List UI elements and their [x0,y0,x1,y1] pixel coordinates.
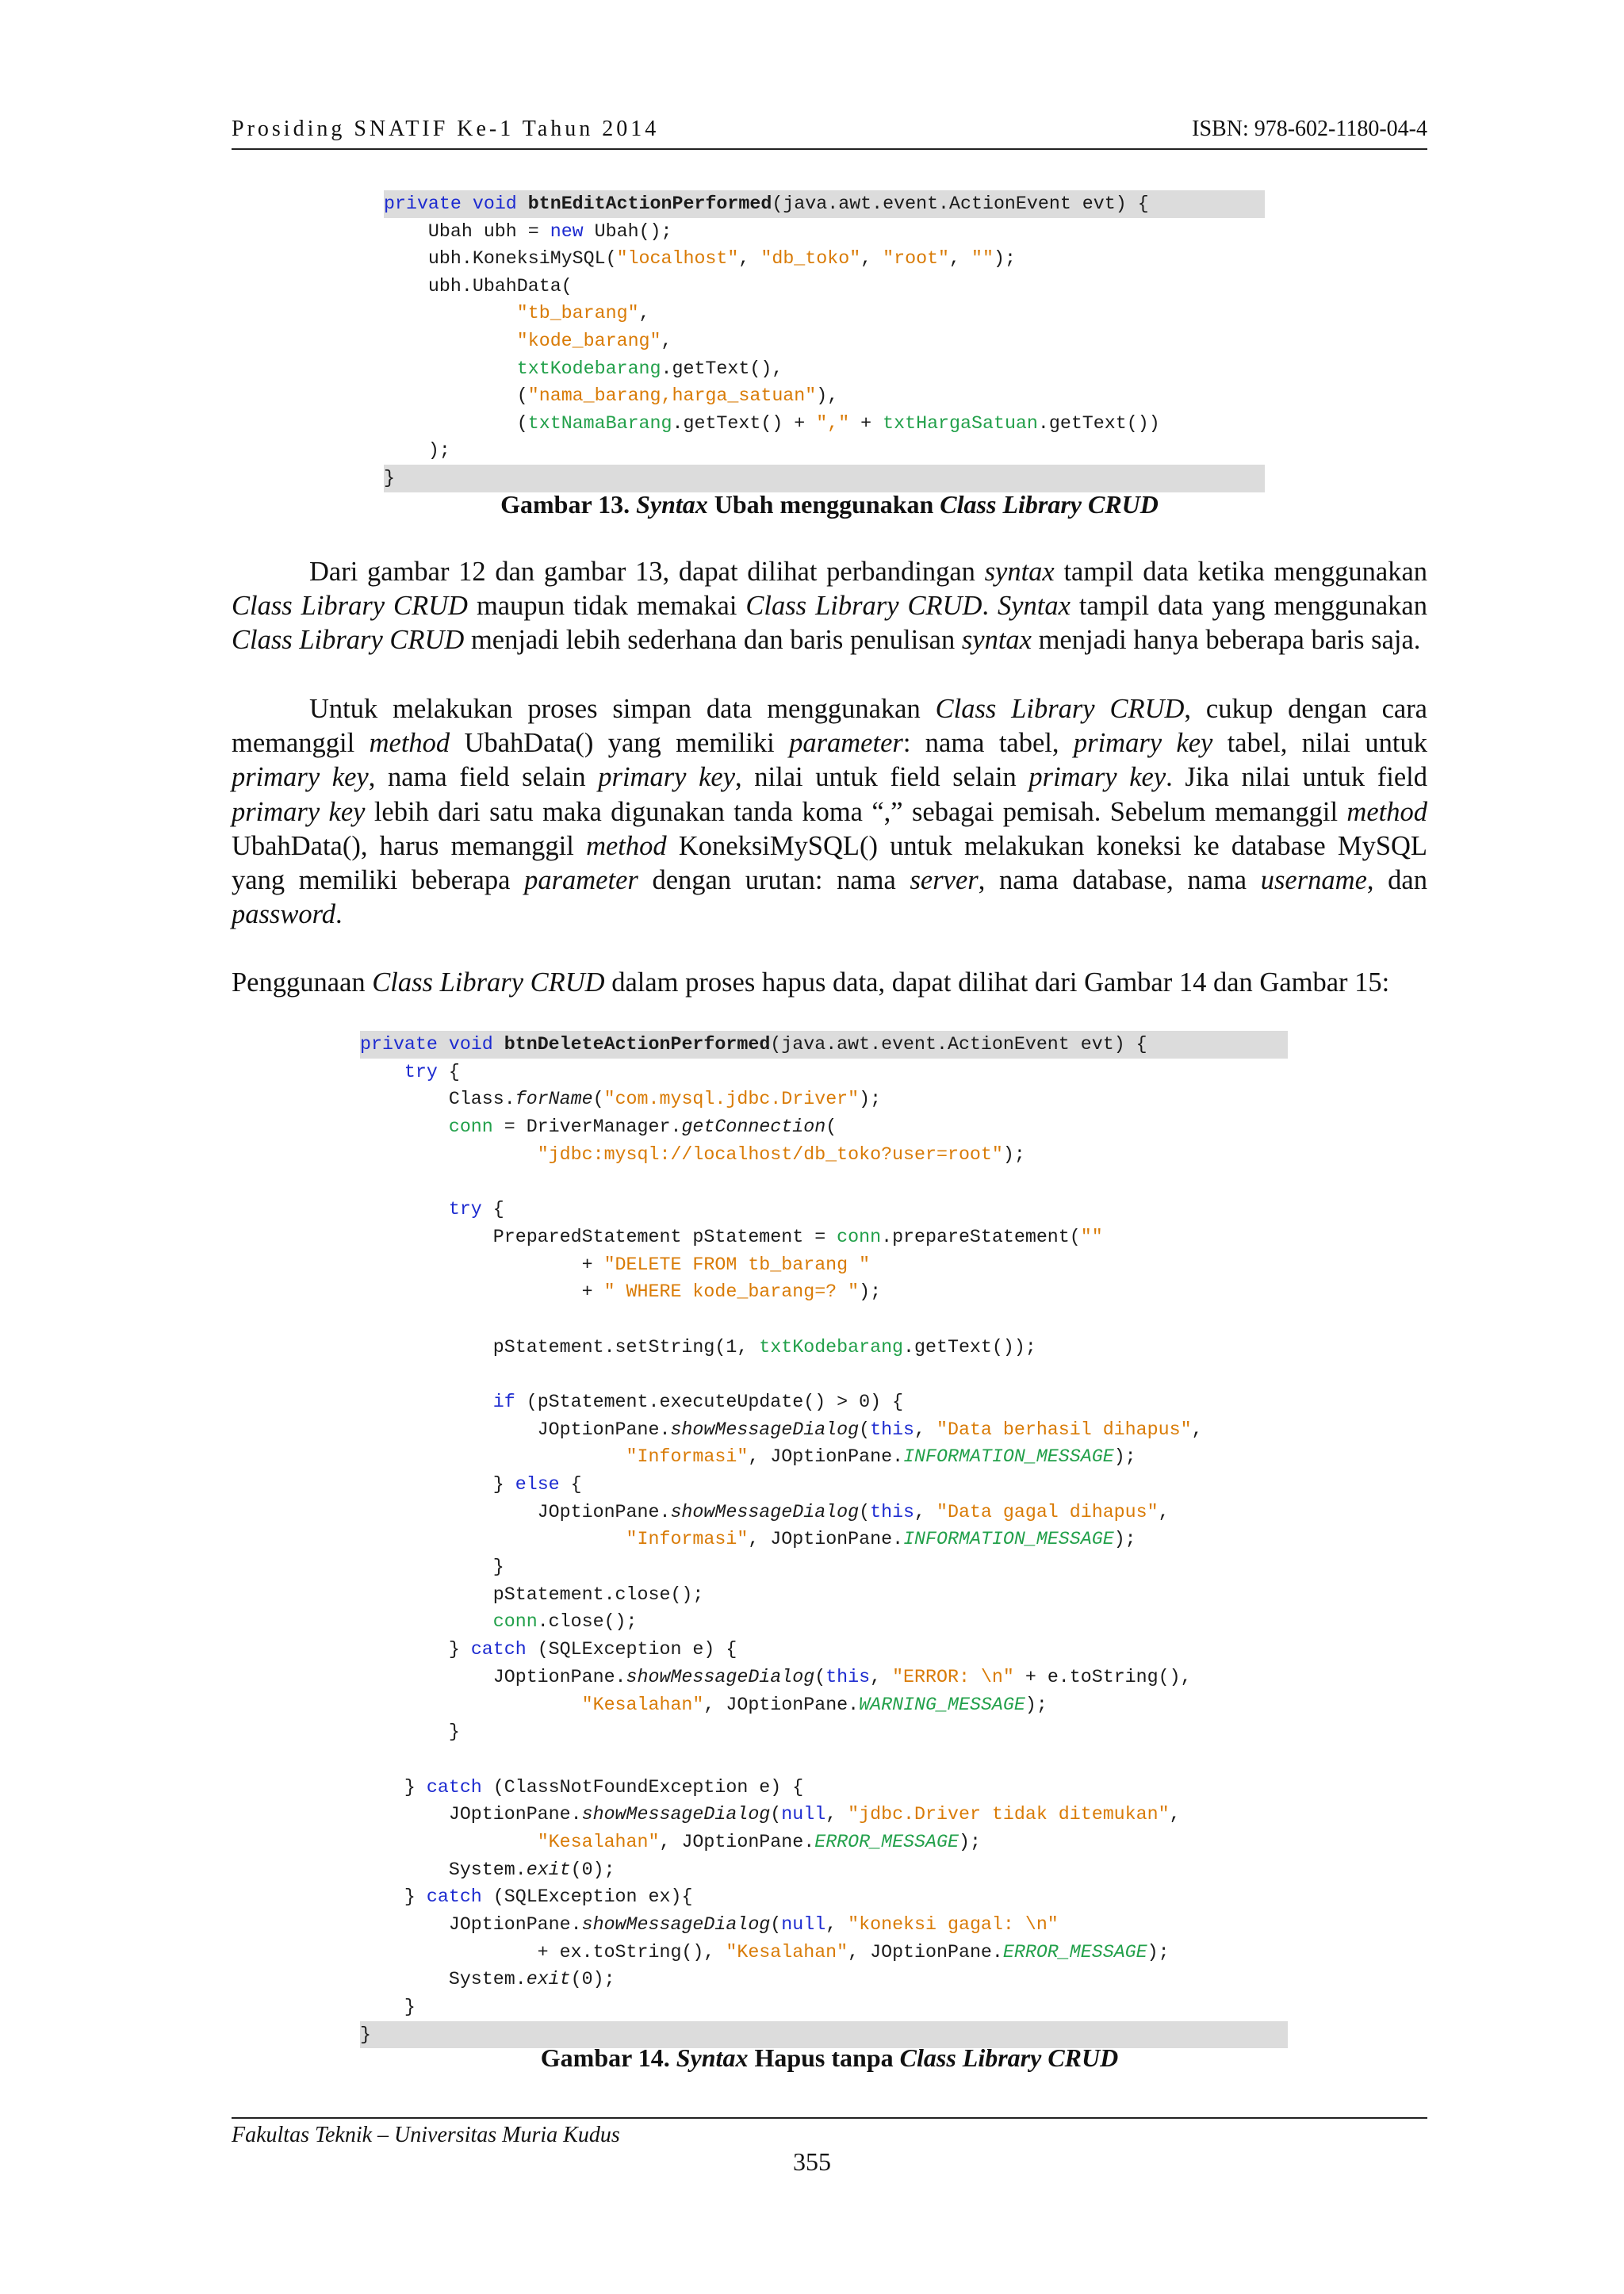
figure-13-code-line: "kode_barang", [516,330,672,351]
figure-13-label: Gambar 13. [500,490,630,519]
figure-14-code-line: try { [404,1061,460,1082]
figure-13-caption-end: Class Library CRUD [940,490,1159,519]
figure-14-code-line: } catch (SQLException e) { [360,1639,737,1660]
figure-14-code-line: + "DELETE FROM tb_barang " [360,1254,871,1275]
header-isbn: ISBN: 978-602-1180-04-4 [1192,117,1427,141]
figure-14-caption [232,2043,1427,2073]
figure-14-code-line: } catch (ClassNotFoundException e) { [360,1776,804,1798]
figure-14-code-line: } [360,1557,504,1578]
footer-institution: Fakultas Teknik – Universitas Muria Kudus [232,2123,620,2147]
figure-14-label: Gambar 14. [540,2043,670,2072]
figure-13-code-line: "tb_barang", [516,303,650,324]
figure-13-code-line: ("nama_barang,harga_satuan"), [384,385,839,407]
figure-13-code-line: private void btnEditActionPerformed(java.awt.event.ActionEvent evt) { [384,190,1265,218]
figure-14-code-line [360,1746,1288,1774]
figure-13-code-listing [384,190,1265,492]
figure-14-code-line: System.exit(0); [360,1969,615,1990]
figure-14-code-line: } [360,2021,1288,2049]
figure-13-code-line: (txtNamaBarang.getText() + "," + txtHargaSatuan.getText()) [384,412,1160,434]
figure-14-code-line [360,1361,1288,1388]
header-proceedings-title: Prosiding SNATIF Ke-1 Tahun 2014 [232,117,660,141]
paragraph-hapus-intro: Penggunaan Class Library CRUD dalam proses hapus data, dapat dilihat dari Gambar 14 dan Gambar 15: [232,967,1390,998]
figure-14-code-line: conn = DriverManager.getConnection( [448,1116,837,1138]
footer-rule [232,2117,1427,2119]
figure-14-code-line: pStatement.close(); [360,1584,704,1605]
figure-13-code-line: Ubah ubh = new Ubah(); [384,220,672,242]
paragraph-ubahdata-method: Untuk melakukan proses simpan data menggunakan Class Library CRUD, cukup dengan cara memanggil method UbahData() yang memiliki parameter: nama tabel, primary key tabel, nilai untuk primary key, nama field selain primary key, nilai untuk field selain primary key. Jika nilai untuk field primary key lebih dari satu maka digunakan tanda koma “,” sebagai pemisah. Sebelum memanggil method UbahData(), harus memanggil method KoneksiMySQL() untuk melakukan koneksi ke database MySQL yang memiliki beberapa parameter dengan urutan: nama server, nama database, nama username, dan password. [232,694,1428,930]
figure-14-code-line: + ex.toString(), "Kesalahan", JOptionPane.ERROR_MESSAGE); [360,1941,1170,1963]
figure-13-caption [232,490,1427,519]
figure-13-code-line: txtKodebarang.getText(), [516,358,783,379]
figure-14-code-line: JOptionPane.showMessageDialog(this, "Data berhasil dihapus", [360,1419,1203,1440]
figure-13-code-line: ubh.KoneksiMySQL("localhost", "db_toko", "root", ""); [384,248,1016,270]
running-header [232,117,1427,150]
figure-13-caption-mid: Ubah menggunakan [714,490,934,519]
figure-13-code-line: ); [384,440,450,461]
figure-14-code-line: "jdbc:mysql://localhost/db_toko?user=root"); [537,1143,1025,1165]
figure-14-code-line: "Kesalahan", JOptionPane.WARNING_MESSAGE); [581,1694,1048,1715]
figure-14-caption-end: Class Library CRUD [899,2043,1119,2072]
figure-14-code-line: JOptionPane.showMessageDialog(null, "jdbc.Driver tidak ditemukan", [360,1804,1181,1825]
figure-14-code-line: JOptionPane.showMessageDialog(this, "ERROR: \n" + e.toString(), [360,1666,1192,1687]
figure-14-syntax-word: Syntax [676,2043,749,2072]
figure-14-code-line: try { [448,1199,504,1220]
figure-14-code-line: JOptionPane.showMessageDialog(null, "koneksi gagal: \n" [360,1914,1059,1935]
figure-13-syntax-word: Syntax [636,490,708,519]
figure-14-code-line: "Informasi", JOptionPane.INFORMATION_MESSAGE); [626,1446,1136,1468]
figure-14-code-line: System.exit(0); [360,1859,615,1880]
figure-14-code-line: PreparedStatement pStatement = conn.prepareStatement("" [360,1226,1103,1247]
figure-13-code-line: } [384,465,1265,492]
page-number: 355 [793,2147,831,2176]
figure-14-code-line: Class.forName("com.mysql.jdbc.Driver"); [360,1089,882,1110]
figure-14-code-line [360,1306,1288,1334]
figure-14-code-line: "Kesalahan", JOptionPane.ERROR_MESSAGE); [537,1831,981,1852]
figure-14-code-line: pStatement.setString(1, txtKodebarang.getText()); [360,1336,1036,1358]
figure-14-code-line: conn.close(); [492,1611,638,1633]
figure-14-code-line: JOptionPane.showMessageDialog(this, "Data gagal dihapus", [360,1501,1170,1522]
figure-14-code-line: "Informasi", JOptionPane.INFORMATION_MESSAGE); [626,1529,1136,1550]
figure-14-code-line: + " WHERE kode_barang=? "); [360,1281,882,1303]
figure-14-code-line: } catch (SQLException ex){ [360,1886,693,1908]
paragraph-comparison: Dari gambar 12 dan gambar 13, dapat dilihat perbandingan syntax tampil data ketika menggunakan Class Library CRUD maupun tidak memakai Class Library CRUD. Syntax tampil data yang menggunakan Class Library CRUD menjadi lebih sederhana dan baris penulisan syntax menjadi hanya beberapa baris saja. [232,557,1428,656]
figure-14-code-line: } else { [360,1474,582,1495]
figure-14-code-line: private void btnDeleteActionPerformed(java.awt.event.ActionEvent evt) { [360,1031,1288,1059]
figure-14-code-line: } [360,1997,416,2018]
figure-14-code-line [360,1168,1288,1196]
figure-14-caption-mid: Hapus tanpa [754,2043,894,2072]
figure-13-code-line: ubh.UbahData( [384,275,573,297]
figure-14-code-listing [360,1031,1288,2048]
figure-14-code-line: } [360,1721,460,1743]
figure-14-code-line: if (pStatement.executeUpdate() > 0) { [492,1391,904,1412]
